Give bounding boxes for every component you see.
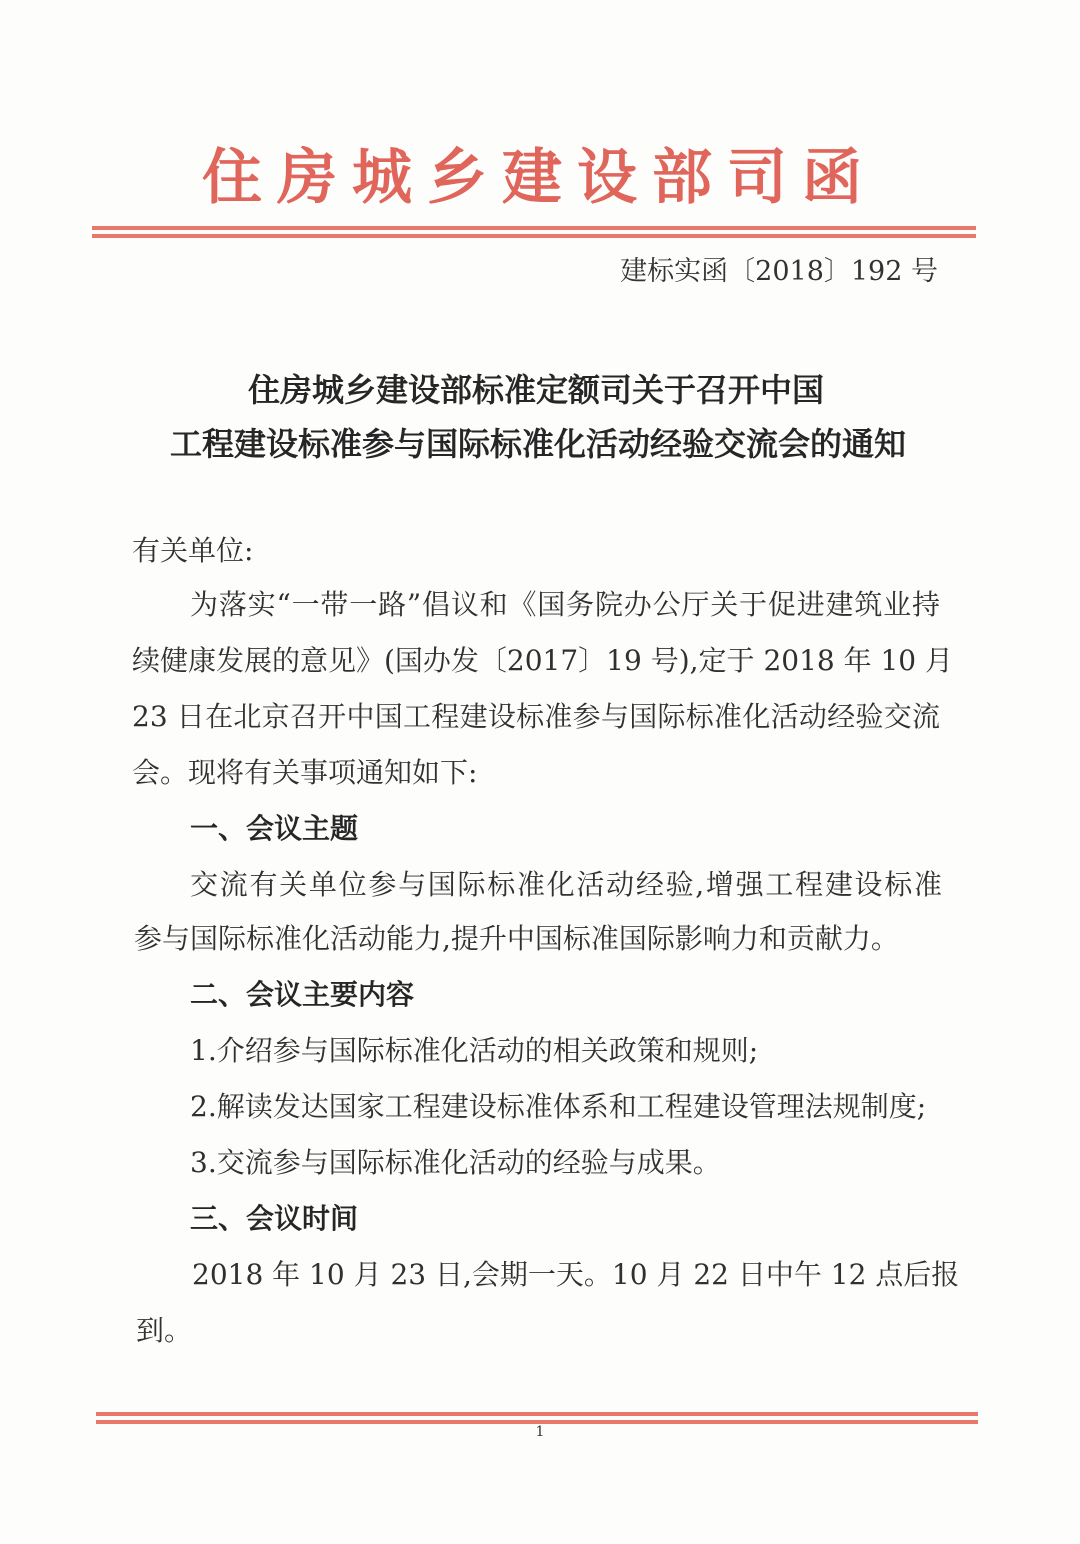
notice-title-line-2: 工程建设标准参与国际标准化活动经验交流会的通知: [169, 425, 906, 463]
salutation: 有关单位:: [132, 534, 254, 567]
document-number: 建标实函〔2018〕192 号: [620, 256, 938, 287]
section-heading-time: 三、会议时间: [190, 1202, 359, 1235]
top-red-rule-secondary: [92, 234, 976, 238]
bottom-red-rule: [96, 1412, 978, 1416]
letterhead-char: 乡: [427, 143, 487, 213]
letterhead-char: 城: [352, 143, 412, 213]
letterhead-char: 设: [577, 143, 637, 213]
section-text-line: 到。: [136, 1314, 193, 1347]
section-heading-topic: 一、会议主题: [190, 812, 359, 845]
intro-line: 续健康发展的意见》(国办发〔2017〕19 号),定于 2018 年 10 月: [132, 644, 954, 677]
agenda-item: 1.介绍参与国际标准化活动的相关政策和规则;: [190, 1034, 759, 1067]
letterhead-char: 住: [202, 143, 262, 213]
letterhead-char: 房: [277, 143, 337, 213]
section-heading-content: 二、会议主要内容: [190, 978, 415, 1011]
section-text-line: 交流有关单位参与国际标准化活动经验,增强工程建设标准: [190, 868, 942, 901]
letterhead-char: 司: [727, 143, 787, 213]
page-number: 1: [535, 1424, 545, 1440]
intro-line: 会。现将有关事项通知如下:: [132, 756, 478, 789]
letterhead-char: 函: [802, 143, 862, 213]
section-text-line: 2018 年 10 月 23 日,会期一天。10 月 22 日中午 12 点后报: [192, 1258, 960, 1291]
top-red-rule: [92, 226, 976, 230]
notice-title-line-1: 住房城乡建设部标准定额司关于召开中国: [247, 371, 824, 409]
agenda-item: 2.解读发达国家工程建设标准体系和工程建设管理法规制度;: [190, 1090, 927, 1123]
letterhead-title: [90, 138, 980, 218]
agenda-item: 3.交流参与国际标准化活动的经验与成果。: [190, 1146, 721, 1179]
letterhead-char: 部: [652, 143, 712, 213]
intro-line: 为落实“一带一路”倡议和《国务院办公厅关于促进建筑业持: [190, 588, 940, 621]
intro-line: 23 日在北京召开中国工程建设标准参与国际标准化活动经验交流: [132, 700, 940, 733]
letterhead-char: 建: [502, 143, 562, 213]
section-text-line: 参与国际标准化活动能力,提升中国标准国际影响力和贡献力。: [134, 922, 899, 955]
